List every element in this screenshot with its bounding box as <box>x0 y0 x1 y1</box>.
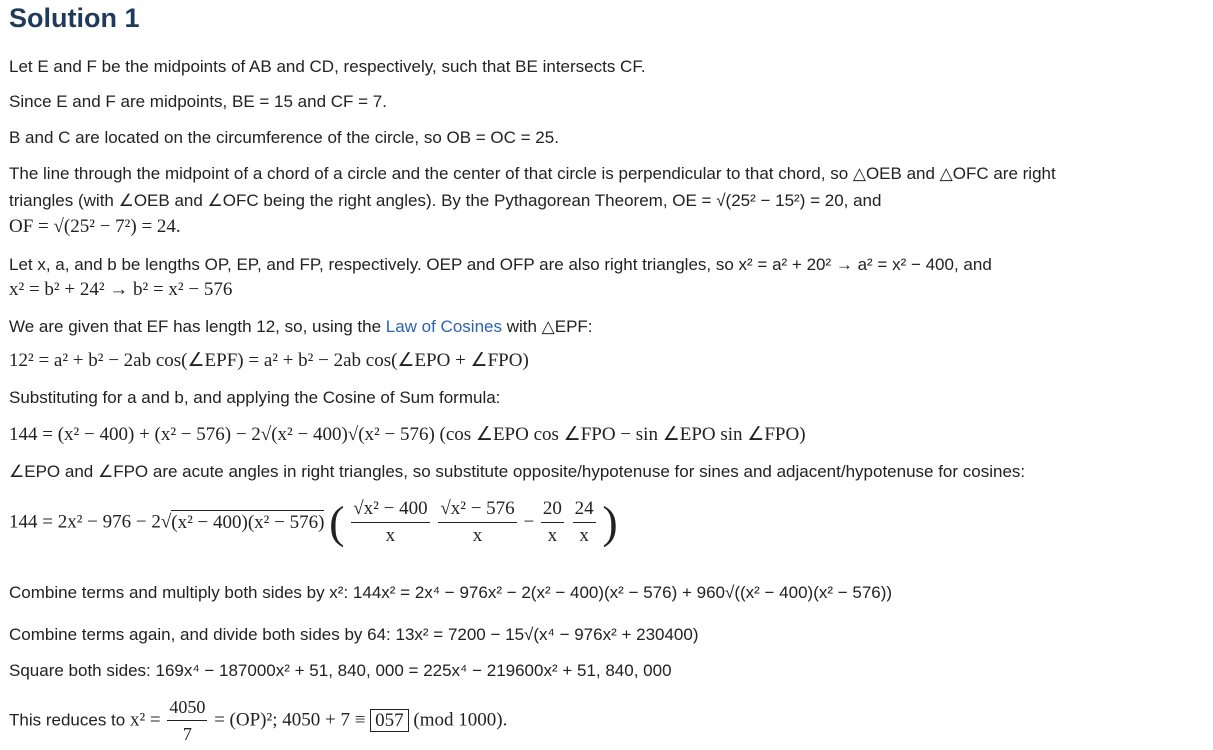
text-line-5: triangles (with ∠OEB and ∠OFC being the right angles). By the Pythagorean Theorem, OE = √(25² − 15²) = 20, and <box>9 191 882 210</box>
final-lhs: x² = <box>129 709 161 731</box>
text-line-3: B and C are located on the circumference of the circle, so OB = OC = 25. <box>9 128 559 147</box>
final-pre: This reduces to <box>9 710 130 730</box>
text-line-2: Since E and F are midpoints, BE = 15 and CF = 7. <box>9 92 387 111</box>
fraction-3: $\frac{20}{x}$ <box>542 498 562 546</box>
law-of-cosines-post: with △EPF: <box>501 317 593 336</box>
big-eq-radicand: (x² − 400)(x² − 576) <box>171 511 325 533</box>
text-line-14: Square both sides: 169x⁴ − 187000x² + 51, 840, 000 = 225x⁴ − 219600x² + 51, 840, 000 <box>9 661 672 680</box>
fraction-4: $\frac{24}{x}$ <box>574 498 594 546</box>
text-line-6: OF = √(25² − 7²) = 24. <box>9 216 181 237</box>
law-of-cosines-link[interactable]: Law of Cosines <box>385 317 502 336</box>
text-line-9 <box>9 316 593 338</box>
text-line-10: Substituting for a and b, and applying the Cosine of Sum formula: <box>9 388 501 407</box>
big-equation: 144 = 2x² − 976 − 2√(x² − 400)(x² − 576) ( $\frac{\text{√x² − 400}}{x}$ $\frac{\text{√x² − 576}}{x}$ − $\frac{20}{x}$ $\frac{24}{x}$ ) <box>9 496 618 548</box>
text-line-13: Combine terms again, and divide both sides by 64: 13x² = 7200 − 15√(x⁴ − 976x² + 230400) <box>9 625 699 644</box>
equation-line-2: 144 = (x² − 400) + (x² − 576) − 2√(x² − 400)√(x² − 576) (cos ∠EPO cos ∠FPO − sin ∠EPO sin ∠FPO) <box>9 424 806 445</box>
answer-box: 057 <box>370 709 409 732</box>
text-line-11: ∠EPO and ∠FPO are acute angles in right triangles, so substitute opposite/hypotenuse for sines and adjacent/hypotenuse for cosines: <box>9 462 1026 481</box>
text-line-7: Let x, a, and b be lengths OP, EP, and FP, respectively. OEP and OFP are also right triangles, so x² = a² + 20² → a² = x² − 400, and <box>9 255 992 274</box>
text-line-12: Combine terms and multiply both sides by x²: 144x² = 2x⁴ − 976x² − 2(x² − 400)(x² − 576) + 960√((x² − 400)(x² − 576)) <box>9 583 893 602</box>
final-post: (mod 1000). <box>413 709 508 731</box>
text-line-1: Let E and F be the midpoints of AB and CD, respectively, such that BE intersects CF. <box>9 57 646 76</box>
final-fraction: $\frac{4050}{7}$ <box>167 694 207 747</box>
big-eq-lhs: 144 = 2x² − 976 − 2 <box>9 511 161 533</box>
text-line-8: x² = b² + 24² → b² = x² − 576 <box>9 279 233 300</box>
final-mid: = (OP)²; 4050 + 7 ≡ <box>214 709 366 731</box>
text-line-4: The line through the midpoint of a chord of a circle and the center of that circle is perpendicular to that chord, so △OEB and △OFC are right <box>9 164 1056 183</box>
fraction-1: $\frac{\text{√x² − 400}}{x}$ <box>353 498 428 546</box>
section-title: Solution 1 <box>9 3 140 33</box>
equation-line-1: 12² = a² + b² − 2ab cos(∠EPF) = a² + b² − 2ab cos(∠EPO + ∠FPO) <box>9 350 529 371</box>
law-of-cosines-pre: We are given that EF has length 12, so, using the <box>9 317 386 336</box>
final-line <box>9 694 507 747</box>
fraction-2: $\frac{\text{√x² − 576}}{x}$ <box>440 498 515 546</box>
